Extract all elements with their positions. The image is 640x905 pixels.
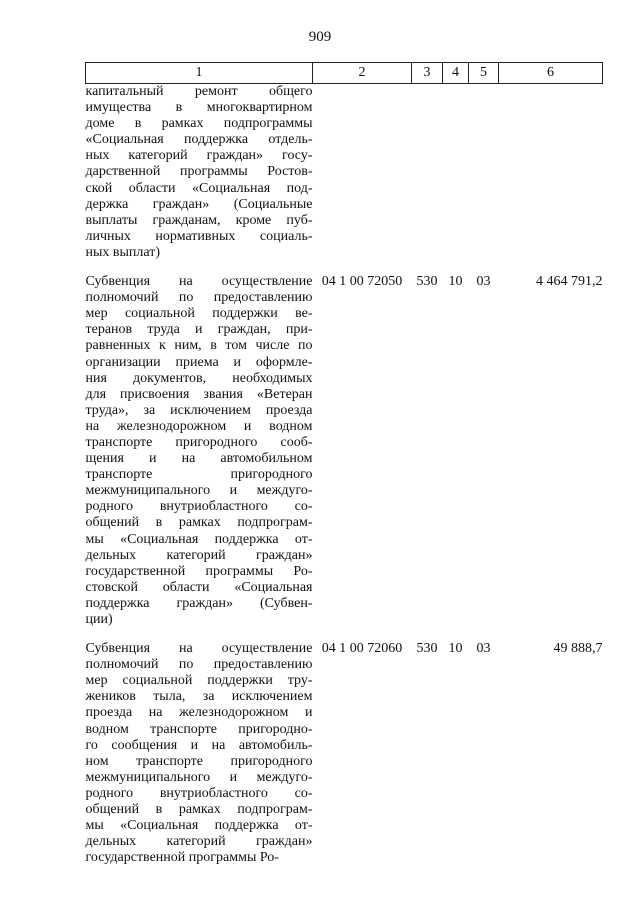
row-target-code: 04 1 00 72060	[321, 641, 403, 657]
description-line: государственной программы Ро-	[85, 563, 313, 579]
description-line: имущества в многоквартирном	[85, 100, 313, 116]
description-line: держка граждан» (Социальные	[85, 196, 313, 212]
description-line: родного внутриобластного со-	[85, 785, 313, 801]
description-line: ции)	[85, 612, 113, 627]
description-line: Субвенция на осуществление	[85, 641, 313, 657]
row-target-code	[313, 84, 412, 262]
description-line: для присвоения звания «Ветеран	[85, 386, 313, 402]
description-line: ном транспорте пригородного	[85, 753, 313, 769]
description-line: на железнодорожном и водном	[85, 418, 313, 434]
table-body	[86, 84, 603, 867]
row-expense-type	[412, 84, 443, 262]
description-line: труда», за исключением проезда	[85, 402, 313, 418]
row-expense-type: 530	[416, 641, 438, 657]
row-spacer-cell	[86, 261, 603, 274]
description-line: дельных категорий граждан»	[85, 547, 313, 563]
row-spacer	[86, 628, 603, 641]
column-header-1: 1	[86, 63, 313, 84]
row-target-code: 04 1 00 72050	[321, 274, 403, 290]
description-line: го сообщения и на автомобиль-	[85, 737, 313, 753]
row-description	[86, 641, 313, 866]
description-line: капитальный ремонт общего	[85, 84, 313, 99]
description-line: дарственной программы Ростов-	[85, 164, 313, 180]
description-line: личных нормативных социаль-	[85, 228, 313, 244]
description-line: ных категорий граждан» госу-	[85, 148, 313, 164]
description-line: равненных к ним, в том числе по	[85, 338, 313, 354]
column-header-4: 4	[443, 63, 469, 84]
description-line: мы «Социальная поддержка от-	[85, 818, 313, 834]
description-line: доме в рамках подпрограммы	[85, 116, 313, 132]
description-line: стовской области «Социальная	[85, 579, 313, 595]
row-amount	[499, 84, 603, 262]
description-line: мер социальной поддержки тру-	[85, 673, 313, 689]
description-line: полномочий по предоставлению	[85, 290, 313, 306]
table-row	[86, 641, 603, 866]
column-header-6: 6	[499, 63, 603, 84]
description-line: ния документов, необходимых	[85, 370, 313, 386]
description-line: водном транспорте пригородно-	[85, 721, 313, 737]
description-line: жеников тыла, за исключением	[85, 689, 313, 705]
description-line: государственной программы Ро-	[85, 850, 279, 866]
row-description	[86, 84, 313, 262]
row-section	[443, 84, 469, 262]
description-line: «Социальная поддержка отдель-	[85, 132, 313, 148]
description-line: полномочий по предоставлению	[85, 657, 313, 673]
description-line: щения и на автомобильном	[85, 451, 313, 467]
description-line: проезда на железнодорожном и	[85, 705, 313, 721]
description-line: теранов труда и граждан, при-	[85, 322, 313, 338]
description-line: дельных категорий граждан»	[85, 834, 313, 850]
description-line: ных выплат)	[85, 244, 161, 260]
description-line: общений в рамках подпрограм-	[85, 802, 313, 818]
row-section: 10	[448, 641, 463, 657]
budget-table	[85, 62, 603, 866]
description-line: транспорте пригородного сооб-	[85, 434, 313, 450]
table-row	[86, 84, 603, 262]
column-header-5: 5	[469, 63, 499, 84]
row-spacer	[86, 261, 603, 274]
description-line: родного внутриобластного со-	[85, 499, 313, 515]
description-line: транспорте пригородного	[85, 467, 313, 483]
row-subsection	[469, 84, 499, 262]
table-row	[86, 274, 603, 628]
description-line: поддержка граждан» (Субвен-	[85, 595, 313, 611]
row-amount: 4 464 791,2	[536, 274, 603, 290]
row-section: 10	[448, 274, 463, 290]
header-row	[86, 63, 603, 84]
description-line: общений в рамках подпрограм-	[85, 515, 313, 531]
description-line: мер социальной поддержки ве-	[85, 306, 313, 322]
description-line: организации приема и оформле-	[85, 354, 313, 370]
row-expense-type: 530	[416, 274, 438, 290]
row-amount: 49 888,7	[553, 641, 603, 657]
row-subsection: 03	[476, 274, 491, 290]
page-number: 909	[308, 29, 332, 45]
description-line: Субвенция на осуществление	[85, 274, 313, 290]
row-subsection: 03	[476, 641, 491, 657]
description-line: выплаты гражданам, кроме пуб-	[85, 212, 313, 228]
description-line: межмуниципального и междуго-	[85, 769, 313, 785]
column-header-3: 3	[412, 63, 443, 84]
description-line: межмуниципального и междуго-	[85, 483, 313, 499]
row-description	[86, 274, 313, 628]
column-header-2: 2	[313, 63, 412, 84]
description-line: мы «Социальная поддержка от-	[85, 531, 313, 547]
table-header	[86, 63, 603, 84]
row-spacer-cell	[86, 628, 603, 641]
description-line: ской области «Социальная под-	[85, 180, 313, 196]
